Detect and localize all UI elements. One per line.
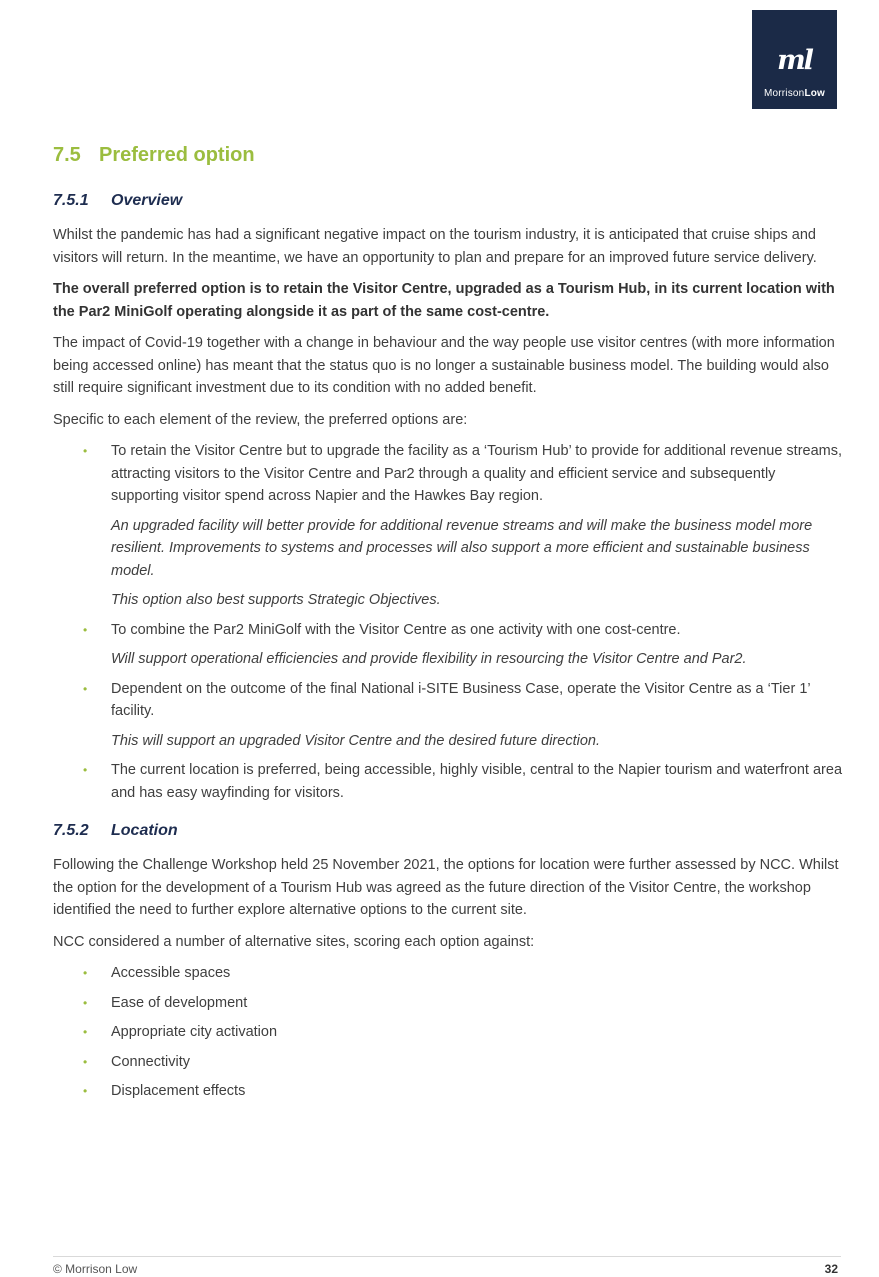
bullet-icon: • (83, 622, 88, 637)
overview-paragraph-3: The impact of Covid-19 together with a change in behaviour and the way people use visitor centres (with more information being accessed online) has meant that the status quo is no longer a sustainable business model. The building would also still require significant investment due to its condition with no added benefit. (53, 335, 835, 396)
bullet-icon: • (83, 1054, 88, 1069)
location-paragraph-1: Following the Challenge Workshop held 25 November 2021, the options for location were further assessed by NCC. Whilst the option for the development of a Tourism Hub was agreed as the future direction of the Visitor Centre, the workshop identified the need to further explore alternative options to the current site. (53, 857, 839, 918)
preferred-options-list (53, 440, 843, 804)
section-title: Preferred option (99, 144, 255, 166)
criteria-list (53, 962, 843, 1103)
list-item: • To retain the Visitor Centre but to upgrade the facility as a ‘Tourism Hub’ to provide for additional revenue streams, attracting visitors to the Visitor Centre and Par2 through a quality and efficient service and subsequently supporting visitor spend across Napier and the Hawkes Bay region. An upgraded facility will better provide for additional revenue streams and will make the business model more resilient. Improvements to systems and processes will also support a more efficient and sustainable business model. This option also best supports Strategic Objectives. (53, 440, 843, 612)
overview-title: Overview (111, 192, 183, 209)
list-item-note: This will support an upgraded Visitor Centre and the desired future direction. (111, 732, 600, 749)
logo-name: MorrisonLow (763, 88, 826, 99)
list-item: • Connectivity (53, 1051, 843, 1074)
logo-mark: ml (777, 45, 812, 76)
section-number: 7.5 (53, 144, 81, 166)
bullet-icon: • (83, 681, 88, 696)
footer-divider (53, 1256, 841, 1257)
overview-paragraph-1: Whilst the pandemic has had a significant negative impact on the tourism industry, it is anticipated that cruise ships and visitors will return. In the meantime, we have an opportunity to plan and prepare for an improved future service delivery. (53, 227, 817, 266)
page-content (53, 142, 843, 1111)
footer-copyright: © Morrison Low (53, 1262, 138, 1276)
bullet-icon: • (83, 1084, 88, 1098)
section-heading (53, 142, 843, 168)
list-item: • To combine the Par2 MiniGolf with the Visitor Centre as one activity with one cost-centre. Will support operational efficiencies and provide flexibility in resourcing the Visitor Centre and Par2. (53, 619, 843, 671)
bullet-icon: • (83, 1025, 88, 1039)
list-item: • Accessible spaces (53, 962, 843, 985)
overview-number: 7.5.1 (53, 192, 89, 209)
bullet-icon: • (83, 763, 88, 777)
location-heading (53, 820, 843, 842)
bullet-icon: • (83, 966, 88, 980)
list-item: • The current location is preferred, being accessible, highly visible, central to the Napier tourism and waterfront area and has easy wayfinding for visitors. (53, 759, 843, 804)
page-number: 32 (824, 1262, 838, 1276)
list-item: • Appropriate city activation (53, 1021, 843, 1044)
list-item: • Ease of development (53, 992, 843, 1015)
bullet-icon: • (83, 995, 88, 1010)
list-item-note: This option also best supports Strategic Objectives. (111, 592, 441, 608)
bullet-icon: • (83, 444, 88, 458)
overview-heading (53, 190, 843, 212)
location-title: Location (111, 822, 178, 839)
overview-paragraph-4: Specific to each element of the review, the preferred options are: (53, 411, 468, 428)
list-item-note: An upgraded facility will better provide for additional revenue streams and will make the business model more resilient. Improvements to systems and processes will also support a more efficient and sustainable business model. (111, 517, 813, 579)
list-item: • Dependent on the outcome of the final National i-SITE Business Case, operate the Visitor Centre as a ‘Tier 1’ facility. This will support an upgraded Visitor Centre and the desired future direction. (53, 678, 843, 753)
list-item-note: Will support operational efficiencies and provide flexibility in resourcing the Visitor Centre and Par2. (111, 651, 747, 667)
morrison-low-logo (752, 10, 837, 109)
location-paragraph-2: NCC considered a number of alternative sites, scoring each option against: (53, 933, 535, 950)
overview-paragraph-bold: The overall preferred option is to retain the Visitor Centre, upgraded as a Tourism Hub, in its current location with the Par2 MiniGolf operating alongside it as part of the same cost-centre. (53, 281, 835, 320)
list-item: • Displacement effects (53, 1080, 843, 1103)
location-number: 7.5.2 (53, 822, 89, 839)
